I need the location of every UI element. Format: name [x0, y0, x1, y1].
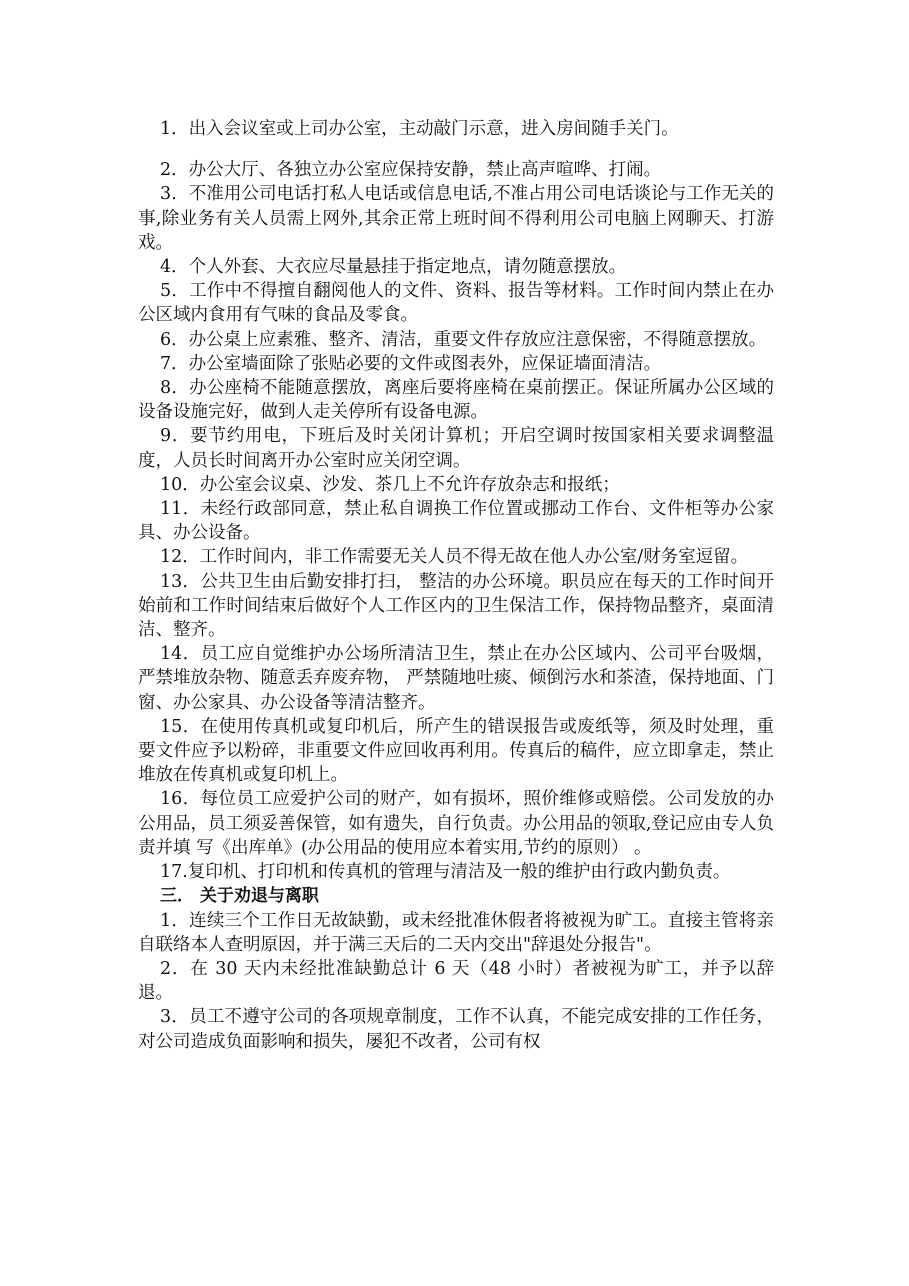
rule-paragraph: 1．出入会议室或上司办公室，主动敲门示意，进入房间随手关门。: [160, 119, 679, 139]
rule-paragraph: 3．不准用公司电话打私人电话或信息电话,不准占用公司电话谈论与工作无关的事,除业务有关人员需上网外,其余正常上班时间不得利用公司电脑上网聊天、打游戏。: [138, 184, 774, 253]
rule-paragraph: 15．在使用传真机或复印机后，所产生的错误报告或废纸等，须及时处理，重要文件应予以粉碎，非重要文件应回收再利用。传真后的稿件，应立即拿走，禁止堆放在传真机或复印机上。: [138, 716, 774, 786]
rule-paragraph: 6．办公桌上应素雅、整齐、清洁，重要文件存放应注意保密，不得随意摆放。: [160, 329, 767, 350]
rule-paragraph: 10．办公室会议桌、沙发、茶几上不允许存放杂志和报纸；: [160, 474, 620, 495]
rule-paragraph: 4．个人外套、大衣应尽量悬挂于指定地点，请勿随意摆放。: [160, 257, 627, 278]
rule-paragraph: 16．每位员工应爱护公司的财产，如有损坏，照价维修或赔偿。公司发放的办公用品，员工须妥善保管，如有遗失，自行负责。办公用品的领取,登记应由专人负责并填 写《出库单》(办公用品的使用应本着实用,节约的原则） 。: [138, 789, 774, 858]
rule-paragraph: 1．连续三个工作日无故缺勤，或未经批准休假者将被视为旷工。直接主管将亲自联络本人查明原因，并于满三天后的二天内交出"辞退处分报告"。: [138, 910, 774, 955]
rule-paragraph: 3．员工不遵守公司的各项规章制度，工作不认真，不能完成安排的工作任务，对公司造成负面影响和损失，屡犯不改者，公司有权: [138, 1007, 774, 1052]
rule-paragraph: 5．工作中不得擅自翻阅他人的文件、资料、报告等材料。工作时间内禁止在办公区域内食用有气味的食品及零食。: [138, 281, 774, 326]
rule-paragraph: 7．办公室墙面除了张贴必要的文件或图表外，应保证墙面清洁。: [160, 353, 662, 374]
rule-paragraph: 11．未经行政部同意，禁止私自调换工作位置或挪动工作台、文件柜等办公家具、办公设备。: [138, 499, 774, 544]
rule-paragraph: 9．要节约用电，下班后及时关闭计算机；开启空调时按国家相关要求调整温度，人员长时间离开办公室时应关闭空调。: [138, 426, 774, 471]
rule-paragraph: 2．在 30 天内未经批准缺勤总计 6 天（48 小时）者被视为旷工，并予以辞退。: [138, 958, 774, 1004]
rule-paragraph: 14．员工应自觉维护办公场所清洁卫生，禁止在办公区域内、公司平台吸烟，严禁堆放杂物、随意丢弃废弃物， 严禁随地吐痰、倾倒污水和茶渣，保持地面、门窗、办公家具、办公设备等清洁整齐。: [138, 644, 774, 713]
rule-paragraph: 13．公共卫生由后勤安排打扫， 整洁的办公环境。职员应在每天的工作时间开始前和工作时间结束后做好个人工作区内的卫生保洁工作，保持物品整齐，桌面清洁、整齐。: [138, 571, 774, 641]
rule-paragraph: 8．办公座椅不能随意摆放，离座后要将座椅在桌前摆正。保证所属办公区域的设备设施完好，做到人走关停所有设备电源。: [138, 378, 774, 423]
rule-paragraph: 17.复印机、打印机和传真机的管理与清洁及一般的维护由行政内勤负责。: [160, 862, 731, 883]
rule-paragraph: 12．工作时间内，非工作需要无关人员不得无故在他人办公室/财务室逗留。: [160, 547, 749, 568]
rule-paragraph: 2．办公大厅、各独立办公室应保持安静，禁止高声喧哗、打闹。: [160, 160, 662, 181]
document-page: [138, 117, 774, 1054]
section-heading: 三． 关于劝退与离职: [160, 886, 319, 907]
